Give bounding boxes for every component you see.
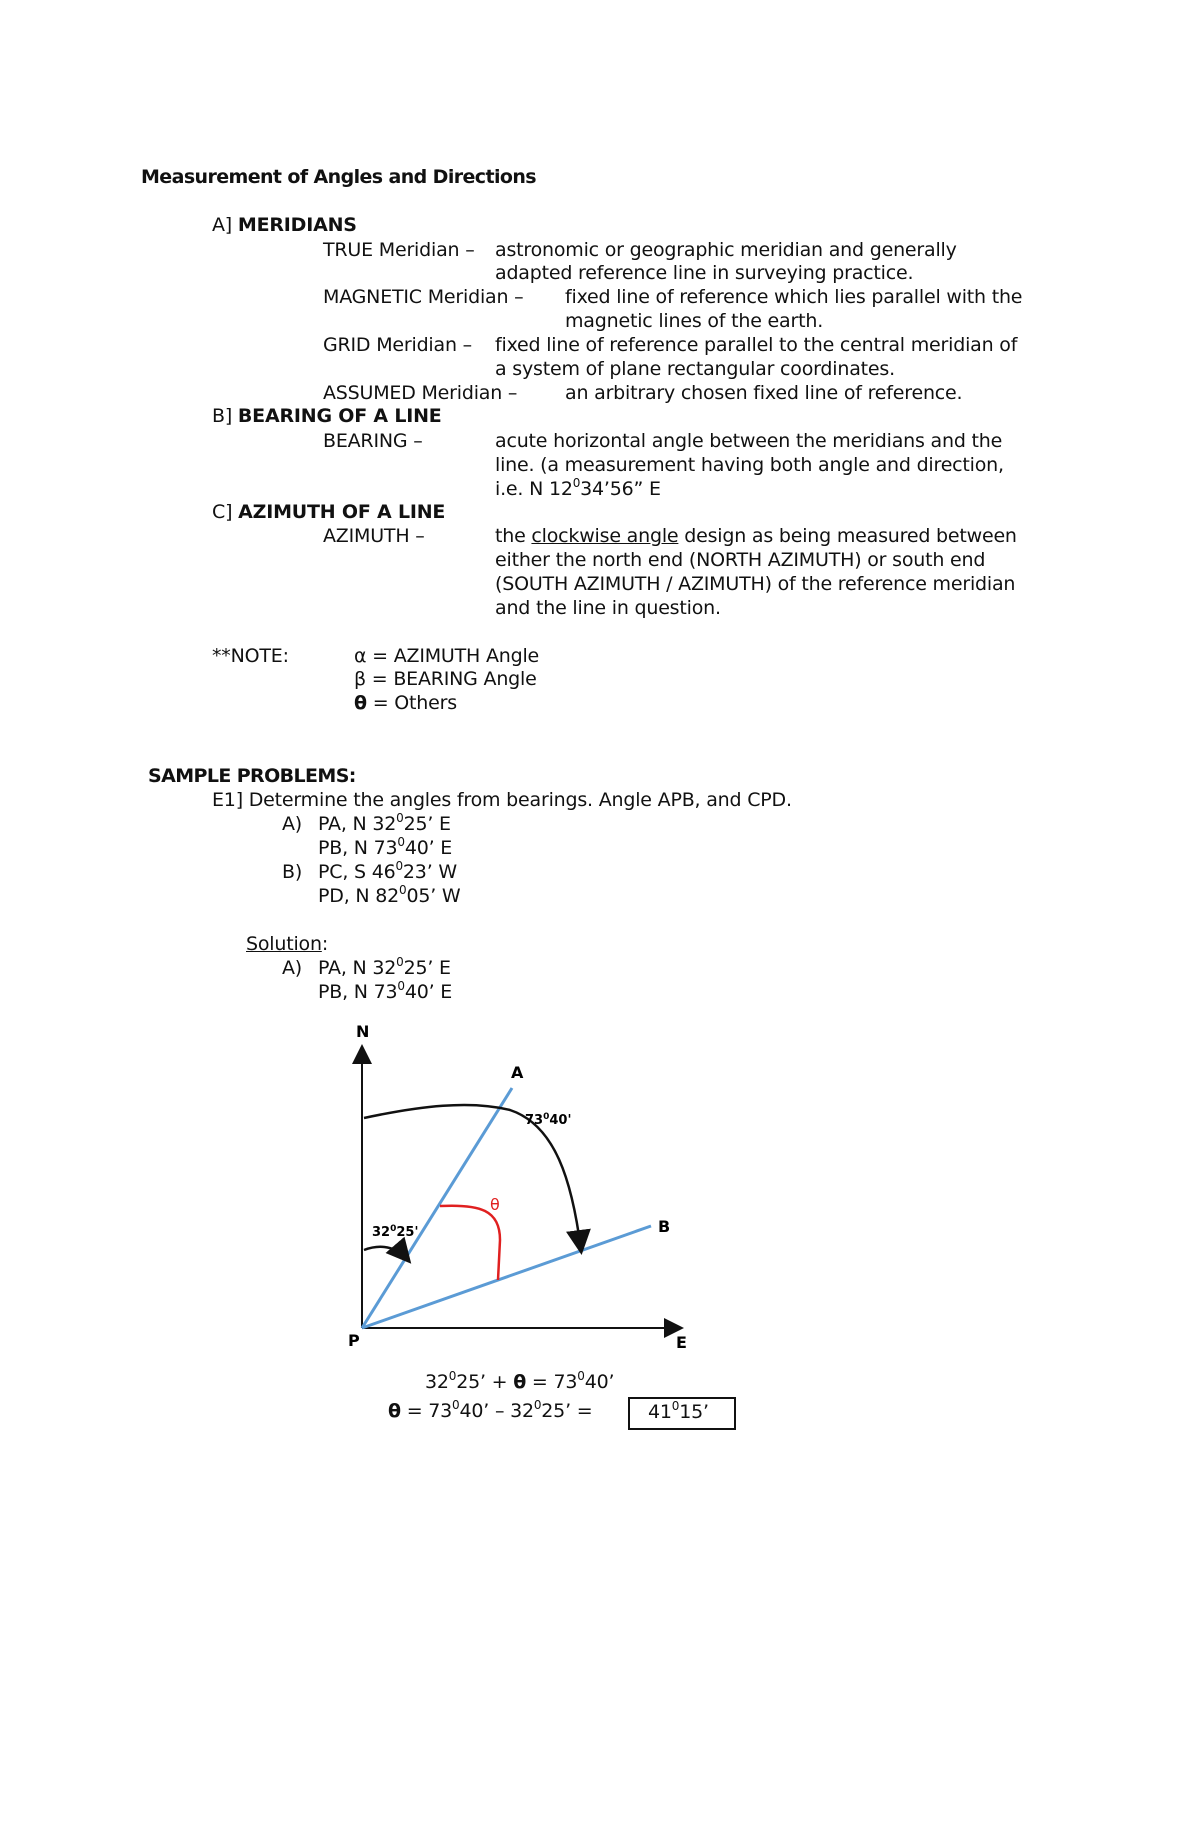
pa-bearing-pre: PA, N 32 xyxy=(318,813,397,835)
eq2-part-c: 25’ = xyxy=(541,1400,593,1422)
label-azimuth-angle: $73^040'$ xyxy=(525,1112,572,1128)
pd-bearing-post: 05’ W xyxy=(406,885,461,907)
azimuth-term: AZIMUTH – xyxy=(323,525,425,547)
label-n: N xyxy=(356,1022,370,1041)
sol-pb-pre: PB, N 73 xyxy=(318,981,398,1003)
label-e: E xyxy=(676,1333,687,1352)
section-b-title: BEARING OF A LINE xyxy=(237,405,442,427)
magnetic-meridian-term: MAGNETIC Meridian – xyxy=(323,286,524,308)
section-a-title: MERIDIANS xyxy=(237,214,357,236)
result-pre: 41 xyxy=(648,1401,672,1423)
label-a: A xyxy=(511,1063,524,1082)
grid-meridian-term: GRID Meridian – xyxy=(323,334,472,356)
label-theta: θ xyxy=(490,1195,500,1214)
eq2-part-b: 40’ – 32 xyxy=(459,1400,534,1422)
azimuth-def-2: either the north end (NORTH AZIMUTH) or south end xyxy=(495,549,986,571)
clockwise-angle-underlined: clockwise angle xyxy=(531,525,679,547)
degree-mark: 0 xyxy=(533,1397,542,1412)
equation-2 xyxy=(388,1399,592,1423)
line-pb xyxy=(362,1226,651,1328)
theta-symbol: θ xyxy=(354,692,367,714)
eq1-part-a: 32 xyxy=(425,1371,449,1393)
sol-pb-post: 40’ E xyxy=(404,981,453,1003)
grid-meridian-def-2: a system of plane rectangular coordinates. xyxy=(495,358,895,380)
problem-e1: E1] Determine the angles from bearings. Angle APB, and CPD. xyxy=(212,789,792,811)
result-post: 15’ xyxy=(679,1401,709,1423)
problem-b-label: B) xyxy=(282,861,303,883)
pd-bearing-pre: PD, N 82 xyxy=(318,885,399,907)
degree-mark: 0 xyxy=(448,1368,457,1383)
pa-bearing-post: 25’ E xyxy=(403,813,451,835)
azimuth-def-post: design as being measured between xyxy=(678,525,1017,547)
degree-mark: 0 xyxy=(572,475,581,490)
note-label: **NOTE: xyxy=(212,645,289,667)
bearing-example-post: 34’56” E xyxy=(580,478,661,500)
degree-mark: 0 xyxy=(671,1398,680,1413)
degree-mark: 0 xyxy=(397,834,405,849)
eq1-part-b: 25’ + xyxy=(456,1371,514,1393)
assumed-meridian-term: ASSUMED Meridian – xyxy=(323,382,518,404)
degree-mark: 0 xyxy=(577,1368,585,1383)
grid-meridian-def-1: fixed line of reference parallel to the central meridian of xyxy=(495,334,1018,356)
sol-pa-pre: PA, N 32 xyxy=(318,957,397,979)
pc-bearing-pre: PC, S 46 xyxy=(318,861,396,883)
solution-word: Solution xyxy=(246,933,322,955)
note-line-1: α = AZIMUTH Angle xyxy=(354,645,540,667)
theta-symbol: θ xyxy=(513,1371,527,1393)
true-meridian-def-1: astronomic or geographic meridian and generally xyxy=(495,239,957,261)
degree-mark: 0 xyxy=(397,978,405,993)
magnetic-meridian-def-2: magnetic lines of the earth. xyxy=(565,310,824,332)
azimuth-def-pre: the xyxy=(495,525,532,547)
eq2-part-a: = 73 xyxy=(400,1400,453,1422)
section-c-prefix: C] xyxy=(212,501,239,523)
magnetic-meridian-def-1: fixed line of reference which lies parallel with the xyxy=(565,286,1023,308)
azimuth-def-3: (SOUTH AZIMUTH / AZIMUTH) of the reference meridian xyxy=(495,573,1016,595)
true-meridian-term: TRUE Meridian – xyxy=(323,239,475,261)
pb-bearing-pre: PB, N 73 xyxy=(318,837,398,859)
solution-colon: : xyxy=(321,933,329,955)
pb-bearing-post: 40’ E xyxy=(404,837,453,859)
bearing-term: BEARING – xyxy=(323,430,423,452)
azimuth-def-4: and the line in question. xyxy=(495,597,721,619)
page-title: Measurement of Angles and Directions xyxy=(141,166,536,188)
sample-problems-title: SAMPLE PROBLEMS: xyxy=(148,765,356,787)
label-pa-angle: $32^025'$ xyxy=(372,1224,419,1240)
section-b-prefix: B] xyxy=(212,405,238,427)
bearing-arc-pa xyxy=(364,1247,408,1260)
true-meridian-def-2: adapted reference line in surveying practice. xyxy=(495,262,914,284)
section-c-title: AZIMUTH OF A LINE xyxy=(238,501,446,523)
theta-symbol: θ xyxy=(388,1400,401,1422)
assumed-meridian-def-1: an arbitrary chosen fixed line of reference. xyxy=(565,382,963,404)
problem-a-label: A) xyxy=(282,813,303,835)
note-line-2: β = BEARING Angle xyxy=(354,668,537,690)
note-others: = Others xyxy=(366,692,457,714)
degree-mark: 0 xyxy=(396,810,404,825)
pc-bearing-post: 23’ W xyxy=(402,861,457,883)
degree-mark: 0 xyxy=(396,954,404,969)
degree-mark: 0 xyxy=(452,1397,460,1412)
result-value xyxy=(648,1400,709,1424)
solution-a-label: A) xyxy=(282,957,303,979)
sol-pa-post: 25’ E xyxy=(403,957,451,979)
bearing-def-1: acute horizontal angle between the meridians and the xyxy=(495,430,1003,452)
bearing-example-pre: i.e. N 12 xyxy=(495,478,573,500)
theta-arc xyxy=(440,1206,500,1280)
eq1-part-d: 40’ xyxy=(584,1371,615,1393)
section-a-prefix: A] xyxy=(212,214,238,236)
label-b: B xyxy=(658,1217,671,1236)
degree-mark: 0 xyxy=(395,858,403,873)
label-p: P xyxy=(348,1331,360,1350)
degree-mark: 0 xyxy=(399,882,407,897)
bearing-def-2: line. (a measurement having both angle and direction, xyxy=(495,454,1004,476)
eq1-part-c: = 73 xyxy=(526,1371,578,1393)
equation-1 xyxy=(425,1370,614,1394)
